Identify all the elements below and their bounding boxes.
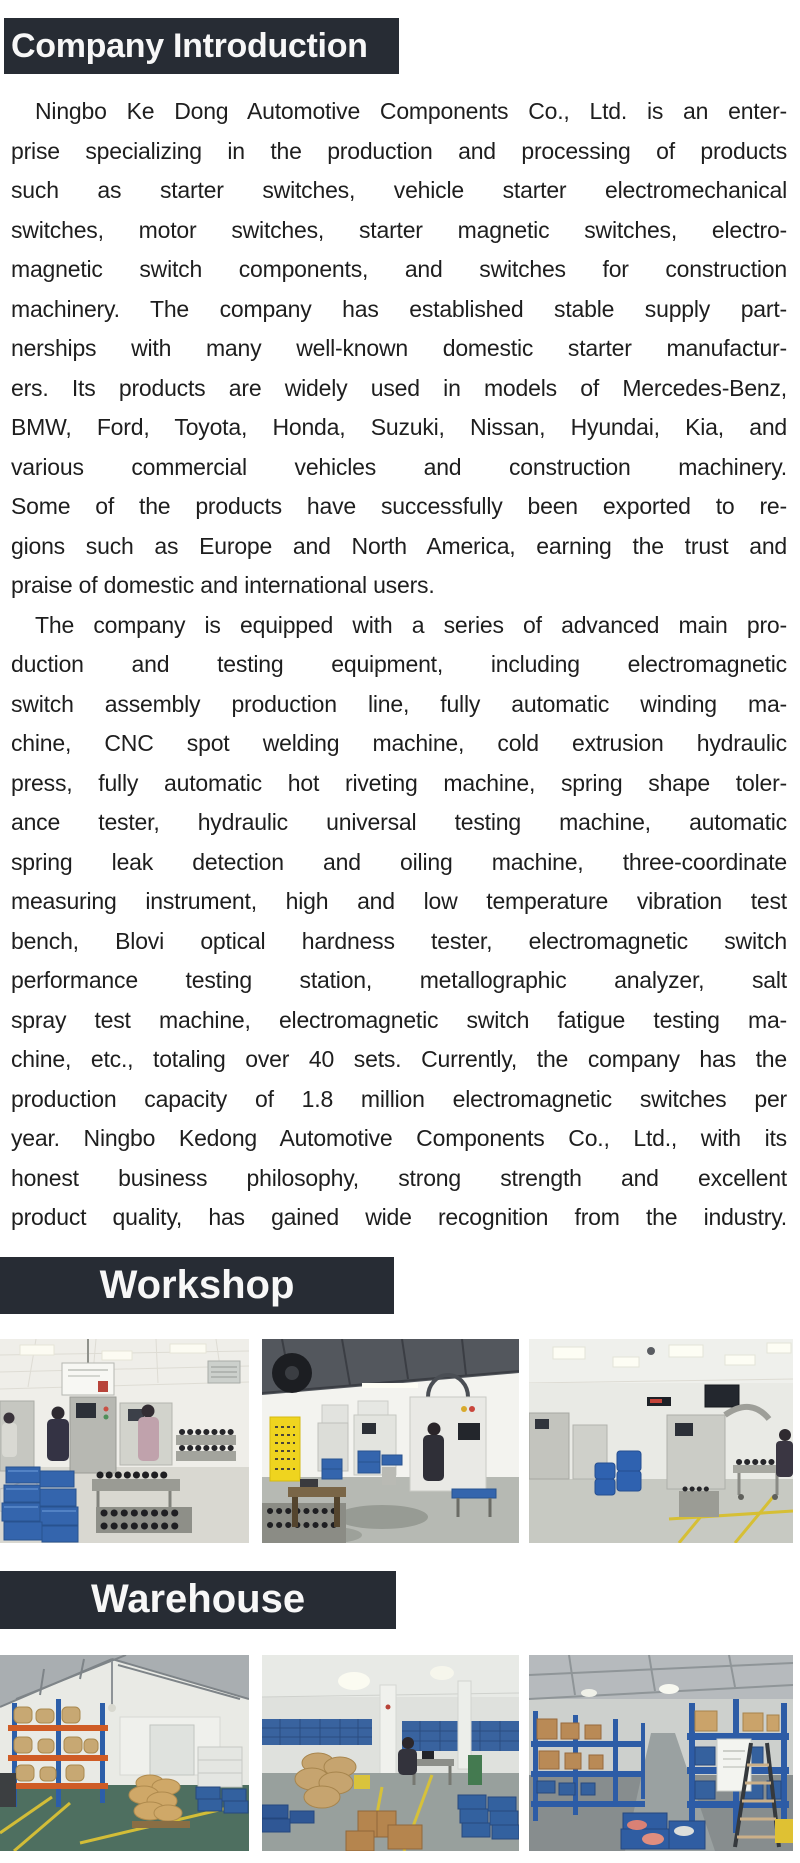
warehouse-photo-2 <box>262 1655 519 1851</box>
paragraph-line: gions such as Europe and North America, earning the trust and <box>11 532 787 559</box>
paragraph-line: ers. Its products are widely used in models of Mercedes-Benz, <box>11 374 787 401</box>
paragraph-line: prise specializing in the production and processing of products <box>11 137 787 164</box>
paragraph-line: performance testing station, metallographic analyzer, salt <box>11 967 787 993</box>
company-introduction-banner <box>4 18 399 74</box>
paragraph-line: praise of domestic and international users. <box>11 572 435 598</box>
paragraph-line: spray test machine, electromagnetic switch fatigue testing ma- <box>11 1006 787 1033</box>
paragraph-line: machinery. The company has established stable supply part- <box>11 295 787 322</box>
paragraph-line: nerships with many well-known domestic starter manufactur- <box>11 335 787 361</box>
warehouse-photo-3-illustration <box>529 1655 793 1851</box>
warehouse-photo-2-illustration <box>262 1655 519 1851</box>
warehouse-photo-1-illustration <box>0 1655 249 1851</box>
paragraph-line: BMW, Ford, Toyota, Honda, Suzuki, Nissan, Hyundai, Kia, and <box>11 414 787 440</box>
warehouse-banner <box>0 1571 396 1629</box>
workshop-photo-2-illustration <box>262 1339 519 1543</box>
paragraph-line: magnetic switch components, and switches for construction <box>11 256 787 282</box>
workshop-photo-1-illustration <box>0 1339 249 1543</box>
workshop-photo-3-illustration <box>529 1339 793 1543</box>
paragraph-line: product quality, has gained wide recognition from the industry. <box>11 1204 787 1230</box>
paragraph-line: switch assembly production line, fully automatic winding ma- <box>11 690 787 717</box>
workshop-photo-3 <box>529 1339 793 1543</box>
workshop-photo-1 <box>0 1339 249 1543</box>
workshop-photo-row <box>0 1339 800 1543</box>
paragraph-line: chine, etc., totaling over 40 sets. Currently, the company has the <box>11 1046 787 1072</box>
paragraph-line: year. Ningbo Kedong Automotive Components Co., Ltd., with its <box>11 1125 787 1151</box>
paragraph-line: bench, Blovi optical hardness tester, electromagnetic switch <box>11 927 787 954</box>
paragraph-line: duction and testing equipment, including electromagnetic <box>11 651 787 677</box>
warehouse-title: Warehouse <box>90 1577 306 1621</box>
workshop-photo-2 <box>262 1339 519 1543</box>
paragraph-line: ance tester, hydraulic universal testing machine, automatic <box>11 809 787 835</box>
workshop-banner <box>0 1257 394 1314</box>
paragraph-line: such as starter switches, vehicle starter electromechanical <box>11 177 787 203</box>
paragraph-line: The company is equipped with a series of advanced main pro- <box>35 611 787 638</box>
paragraph-line: switches, motor switches, starter magnetic switches, electro- <box>11 216 787 243</box>
paragraph-line: various commercial vehicles and construction machinery. <box>11 453 787 480</box>
warehouse-photo-1 <box>0 1655 249 1851</box>
paragraph-line: Some of the products have successfully been exported to re- <box>11 493 787 519</box>
paragraph-line: measuring instrument, high and low temperature vibration test <box>11 888 787 914</box>
paragraph-line: Ningbo Ke Dong Automotive Components Co., Ltd. is an enter- <box>35 98 787 124</box>
paragraph-line: production capacity of 1.8 million electromagnetic switches per <box>11 1085 787 1112</box>
warehouse-photo-3 <box>529 1655 793 1851</box>
paragraph-line: spring leak detection and oiling machine, three-coordinate <box>11 848 787 875</box>
company-introduction-text <box>11 92 787 1238</box>
workshop-title: Workshop <box>99 1262 295 1307</box>
paragraph-line: honest business philosophy, strong strength and excellent <box>11 1164 787 1191</box>
paragraph-line: press, fully automatic hot riveting machine, spring shape toler- <box>11 769 787 796</box>
company-introduction-title: Company Introduction <box>11 26 368 65</box>
paragraph-line: chine, CNC spot welding machine, cold extrusion hydraulic <box>11 730 787 756</box>
warehouse-photo-row <box>0 1655 800 1851</box>
